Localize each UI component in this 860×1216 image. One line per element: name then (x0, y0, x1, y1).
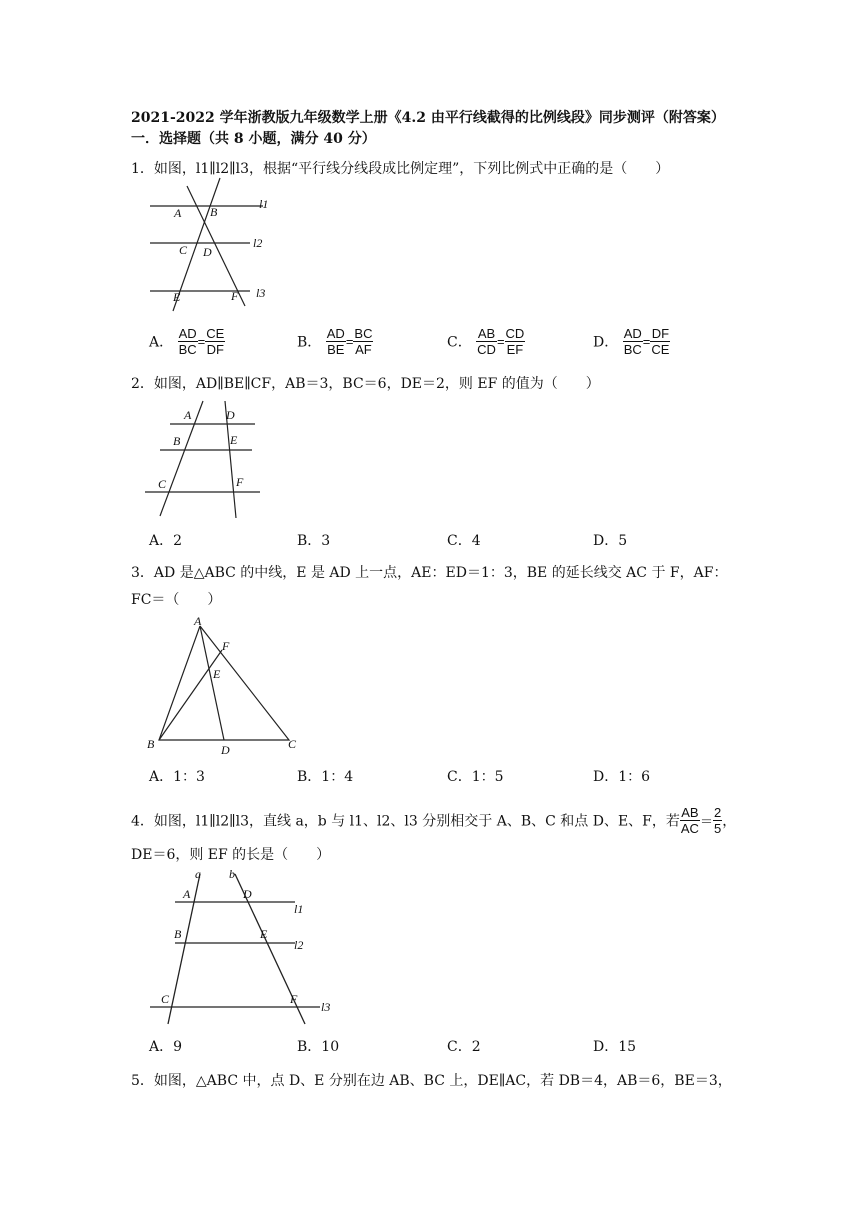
q4-option-d[interactable]: D．15 (593, 1039, 637, 1055)
q4-label-b: b (229, 867, 235, 881)
q3-option-b[interactable]: B．1：4 (297, 769, 354, 785)
q4-text-line2: DE＝6，则 EF 的长是（ ） (131, 847, 331, 863)
q1-figure (145, 176, 280, 316)
q1-label-C: C (179, 243, 188, 257)
q3-label-B: B (147, 737, 155, 751)
q2-label-C: C (158, 477, 167, 491)
q1-label-A: A (174, 206, 182, 220)
q4-label-F: F (290, 992, 298, 1006)
q4-label-B: B (174, 927, 182, 941)
q5-text: 5．如图，△ABC 中，点 D、E 分别在边 AB、BC 上，DE∥AC，若 DB＝4，AB＝6，BE＝3， (131, 1073, 732, 1089)
q1-text: 1．如图，l1∥l2∥l3，根据“平行线分线段成比例定理”，下列比例式中正确的是（ ） (131, 161, 670, 177)
q4-label-a: a (195, 867, 201, 881)
q4-label-D: D (243, 887, 252, 901)
q1-option-a[interactable]: A． $\frac{AD}{BC}$ = $\frac{CE}{DF}$ (149, 326, 225, 357)
q4-label-A: A (183, 887, 191, 901)
q4-option-b[interactable]: B．10 (297, 1039, 340, 1055)
q2-label-D: D (226, 408, 235, 422)
q4-option-c[interactable]: C．2 (447, 1039, 481, 1055)
q1-label-F: F (231, 289, 239, 303)
q4-label-E: E (260, 927, 268, 941)
section-heading: 一．选择题（共 8 小题，满分 40 分） (131, 131, 376, 147)
q4-ratio-fraction: $\frac{AB}{AC}$ (680, 805, 699, 836)
q3-text-line2: FC＝（ ） (131, 592, 222, 608)
q2-label-B: B (173, 434, 181, 448)
q2-option-c[interactable]: C．4 (447, 533, 481, 549)
q1-label-D: D (203, 245, 212, 259)
q1-label-E: E (173, 290, 181, 304)
q2-option-b[interactable]: B．3 (297, 533, 331, 549)
q1-option-c[interactable]: C． $\frac{AB}{CD}$ = $\frac{CD}{EF}$ (447, 326, 525, 357)
q3-label-F: F (222, 639, 230, 653)
q3-label-A: A (194, 614, 202, 628)
q2-label-A: A (184, 408, 192, 422)
q2-figure (140, 396, 270, 521)
q1-option-b[interactable]: B． $\frac{AD}{BE}$ = $\frac{BC}{AF}$ (297, 326, 373, 357)
q4-figure (145, 866, 340, 1026)
q1-option-d[interactable]: D． $\frac{AD}{BC}$ = $\frac{DF}{CE}$ (593, 326, 670, 357)
q2-option-a[interactable]: A．2 (149, 533, 183, 549)
q3-option-a[interactable]: A．1：3 (149, 769, 205, 785)
q4-option-a[interactable]: A．9 (149, 1039, 183, 1055)
q1-label-l3: l3 (256, 286, 266, 300)
q4-label-l3: l3 (321, 1000, 331, 1014)
q1-label-l1: l1 (259, 197, 269, 211)
q3-label-D: D (221, 743, 230, 757)
q2-label-E: E (230, 433, 238, 447)
q3-figure (142, 612, 307, 757)
q3-text-line1: 3．AD 是△ABC 的中线，E 是 AD 上一点，AE：ED＝1：3，BE 的延长线交 AC 于 F，AF： (131, 565, 728, 581)
q3-label-E: E (213, 667, 221, 681)
q2-label-F: F (236, 475, 244, 489)
q4-label-l1: l1 (294, 902, 304, 916)
q4-text-line1: 4．如图，l1∥l2∥l3，直线 a，b 与 l1、l2、l3 分别相交于 A、B、C 和点 D、E、F，若 $\frac{AB}{AC}$ ＝ $\frac{2}{5}$ ， (131, 805, 737, 836)
q2-option-d[interactable]: D．5 (593, 533, 628, 549)
q3-option-c[interactable]: C．1：5 (447, 769, 504, 785)
q1-label-l2: l2 (253, 236, 263, 250)
q2-text: 2．如图，AD∥BE∥CF，AB＝3，BC＝6，DE＝2，则 EF 的值为（ ） (131, 376, 600, 392)
q4-label-l2: l2 (294, 938, 304, 952)
q3-label-C: C (288, 737, 297, 751)
q4-label-C: C (161, 992, 170, 1006)
doc-title: 2021-2022 学年浙教版九年级数学上册《4.2 由平行线截得的比例线段》同步测评（附答案） (131, 110, 725, 126)
q4-ratio-value: $\frac{2}{5}$ (713, 805, 722, 836)
q3-option-d[interactable]: D．1：6 (593, 769, 651, 785)
q1-label-B: B (210, 205, 218, 219)
